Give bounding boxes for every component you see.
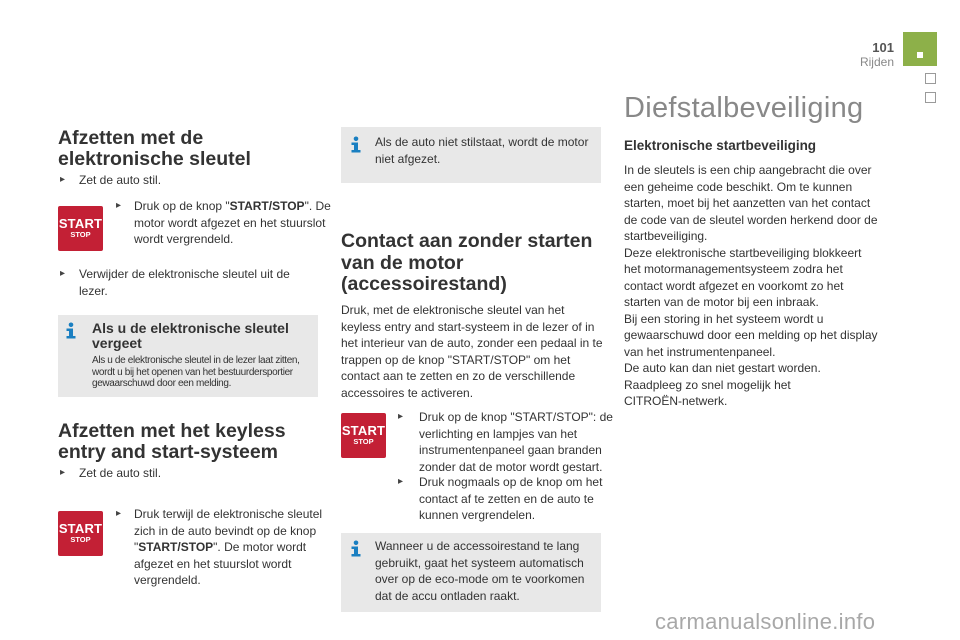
arrow-bullet-icon: ▸ [116, 200, 122, 211]
text-line: de code van de sleutel worden herkend door de [624, 212, 878, 227]
info-icon [349, 540, 363, 557]
list-item [398, 409, 622, 475]
page-title: Diefstalbeveiliging [624, 92, 864, 124]
step-text-pre: Druk terwijl de elektronische sleutel zich in de auto bevindt op de knop " [134, 507, 323, 554]
arrow-bullet-icon: ▸ [60, 268, 66, 279]
section-label: Rijden [859, 55, 894, 69]
start-stop-button-icon [341, 413, 386, 458]
text-line: Deze elektronische startbeveiliging blokkeert [624, 245, 862, 260]
start-label: START [58, 216, 103, 231]
note-box-not-stationary [341, 127, 601, 183]
arrow-bullet-icon: ▸ [60, 467, 66, 478]
section-title-keyless: Afzetten met het keyless entry and start-systeem [58, 420, 286, 463]
list-item [60, 172, 319, 189]
note-box-key-forgotten [58, 315, 318, 397]
step-text: Verwijder de elektronische sleutel uit de lezer. [79, 267, 290, 298]
start-stop-label: START/STOP [138, 540, 214, 554]
text-line: CITROËN-netwerk. [624, 394, 728, 408]
text-line: De auto kan dan niet gestart worden. [624, 361, 821, 375]
chapter-tab[interactable] [925, 73, 936, 84]
text-line: In de sleutels is een chip aangebracht die over [624, 163, 872, 177]
text-line: Bij een storing in het systeem wordt u [624, 311, 824, 326]
info-icon [64, 322, 78, 339]
start-label: START [341, 423, 386, 438]
text-line: het motormanagementsysteem zodra het [624, 262, 843, 276]
text-line: een geheime code beschikt. Om te kunnen [624, 179, 853, 194]
arrow-bullet-icon: ▸ [398, 411, 404, 422]
start-stop-label: START/STOP [229, 199, 305, 213]
subsection-title-immobiliser: Elektronische startbeveiliging [624, 138, 817, 153]
text-line: Raadpleeg zo snel mogelijk het [624, 377, 791, 392]
note-text: Wanneer u de accessoirestand te lang gebruikt, gaat het systeem automatisch over op de eco-mode om te voorkomen dat de accu ontladen raakt. [375, 539, 585, 603]
watermark: carmanualsonline.info [655, 609, 876, 634]
start-stop-button-icon [58, 206, 103, 251]
text-line: contact wordt afgezet en voorkomt zo het [624, 278, 844, 293]
note-box-eco-mode [341, 533, 601, 612]
step-text: Zet de auto stil. [79, 466, 162, 480]
list-item [398, 474, 622, 524]
list-item [116, 198, 336, 248]
list-item [60, 465, 319, 482]
note-text: Als u de elektronische sleutel in de lezer laat zitten, wordt u bij het openen van het bestuurdersportier gewaarschuwd door een melding. [92, 355, 300, 389]
info-icon [349, 136, 363, 153]
stop-label: STOP [70, 535, 91, 544]
text-line: starten van de motor bij een inbraak. [624, 295, 819, 309]
stop-label: STOP [353, 437, 374, 446]
section-title-electronic-key: Afzetten met de elektronische sleutel [58, 127, 251, 170]
stop-label: STOP [70, 230, 91, 239]
step-text: Druk op de knop "START/STOP": de verlichting en lampjes van het instrumentenpaneel gaan branden zonder dat de motor wordt gestart. [419, 410, 613, 474]
page-number: 101 [872, 40, 894, 55]
text-line: gewaarschuwd door een melding op het display [624, 328, 878, 342]
arrow-bullet-icon: ▸ [60, 174, 66, 185]
step-text: Druk nogmaals op de knop om het contact af te zetten en de auto te kunnen vergrendelen. [419, 475, 603, 522]
text-line: startbeveiliging. [624, 229, 708, 243]
list-item [60, 266, 319, 299]
chapter-tab[interactable] [925, 92, 936, 103]
arrow-bullet-icon: ▸ [116, 508, 122, 519]
step-text-post: ". De motor wordt afgezet en het stuurslot wordt vergrendeld. [134, 540, 307, 587]
chapter-tab-active[interactable] [903, 32, 937, 66]
list-item [116, 506, 336, 589]
text-line: starten, moet bij het aanzetten van het contact [624, 196, 871, 210]
start-stop-button-icon [58, 511, 103, 556]
step-text: Zet de auto stil. [79, 173, 162, 187]
step-text-pre: Druk op de knop " [134, 199, 230, 213]
text-line: van het instrumentenpaneel. [624, 344, 776, 359]
note-text: Als de auto niet stilstaat, wordt de motor niet afgezet. [375, 135, 589, 166]
intro-paragraph: Druk, met de elektronische sleutel van het keyless entry and start-systeem in de lezer of in het interieur van de auto, zonder een pedaal in te trappen op de knop "START/STOP" om het contact aan te zetten en zo de verschillende accessoires te activeren. [341, 303, 603, 400]
tab-marker-icon [917, 52, 923, 58]
start-label: START [58, 521, 103, 536]
arrow-bullet-icon: ▸ [398, 476, 404, 487]
section-title-accessory-mode: Contact aan zonder starten van de motor (accessoirestand) [341, 230, 593, 295]
immobiliser-text [624, 162, 894, 410]
step-text-post: ". De motor wordt afgezet en het stuurslot wordt vergrendeld. [134, 199, 331, 246]
note-title: Als u de elektronische sleutel vergeet [92, 320, 289, 351]
